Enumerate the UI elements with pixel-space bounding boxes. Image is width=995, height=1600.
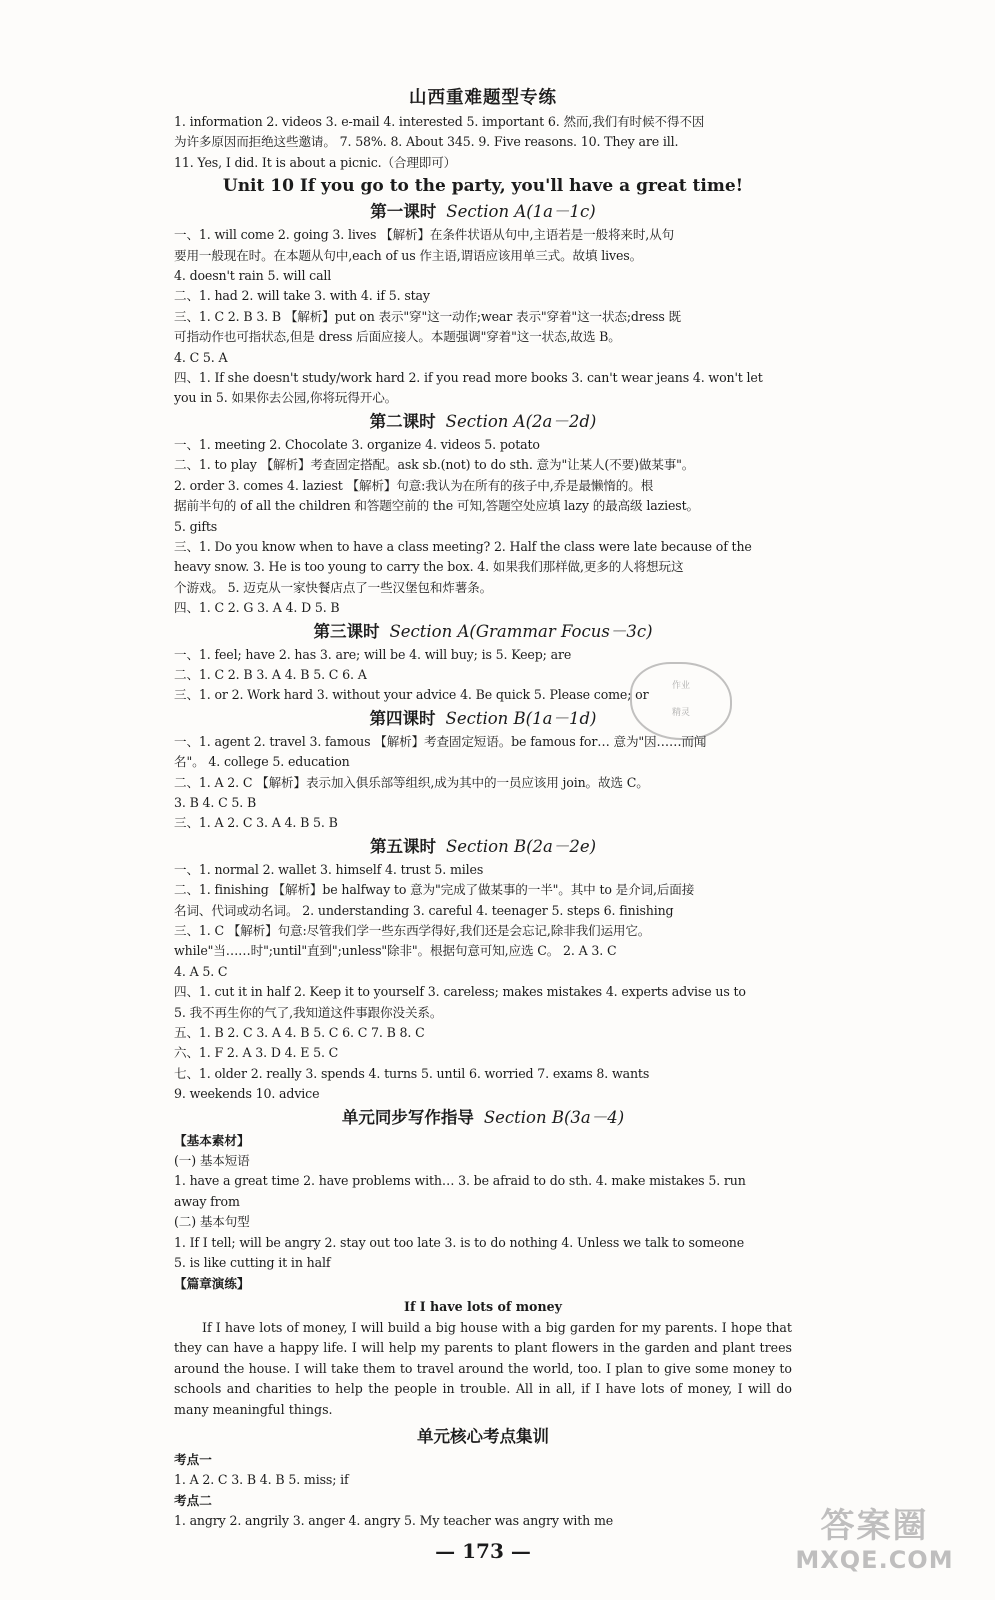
answer-line: 可指动作也可指状态,但是 dress 后面应接人。本题强调"穿着"这一状态,故选 B。 bbox=[174, 329, 621, 345]
answer-line: 一、1. agent 2. travel 3. famous 【解析】考查固定短语。be famous for… 意为"因……而闻 bbox=[174, 733, 707, 749]
watermark-logo bbox=[772, 1506, 977, 1586]
answer-line: 四、1. If she doesn't study/work hard 2. if you read more books 3. can't wear jeans 4. won't let bbox=[174, 370, 763, 386]
answer-line: 2. order 3. comes 4. laziest 【解析】句意:我认为在所有的孩子中,乔是最懒惰的。根 bbox=[174, 477, 654, 493]
answer-line: 二、1. had 2. will take 3. with 4. if 5. stay bbox=[174, 288, 430, 304]
answer-line: 三、1. C 【解析】句意:尽管我们学一些东西学得好,我们还是会忘记,除非我们运用它。 bbox=[174, 923, 651, 938]
answer-line: 1. If I tell; will be angry 2. stay out too late 3. is to do nothing 4. Unless we talk to someone bbox=[174, 1234, 745, 1250]
answer-line: 三、1. A 2. C 3. A 4. B 5. B bbox=[174, 815, 338, 831]
answer-line: you in 5. 如果你去公园,你将玩得开心。 bbox=[174, 390, 398, 406]
answer-line: while"当……时";until"直到";unless"除非"。根据句意可知,应选 C。 2. A 3. C bbox=[174, 943, 617, 959]
lesson-title: 第一课时 bbox=[370, 202, 437, 222]
answer-line: heavy snow. 3. He is too young to carry the box. 4. 如果我们那样做,更多的人将想玩这 bbox=[174, 559, 684, 575]
answer-line: 二、1. to play 【解析】考查固定搭配。ask sb.(not) to do sth. 意为"让某人(不要)做某事"。 bbox=[174, 457, 695, 473]
lesson-section: Section B(1a－1d) bbox=[445, 708, 597, 728]
answer-line: 4. doesn't rain 5. will call bbox=[174, 268, 332, 284]
lesson-section: Section A(2a－2d) bbox=[445, 411, 597, 431]
answer-line: 1. A 2. C 3. B 4. B 5. miss; if bbox=[174, 1472, 349, 1488]
answer-line: 11. Yes, I did. It is about a picnic.（合理即可） bbox=[174, 154, 457, 170]
watermark-text: 答案圈 bbox=[820, 1506, 929, 1546]
answer-line: 五、1. B 2. C 3. A 4. B 5. C 6. C 7. B 8. C bbox=[174, 1025, 425, 1041]
answer-line: 个游戏。 5. 迈克从一家快餐店点了一些汉堡包和炸薯条。 bbox=[174, 579, 493, 595]
subsection-label: 【基本素材】 bbox=[174, 1132, 250, 1148]
lesson-title: 第二课时 bbox=[369, 411, 436, 431]
answer-line: 三、1. or 2. Work hard 3. without your advice 4. Be quick 5. Please come; or bbox=[174, 687, 649, 703]
answer-line: 一、1. will come 2. going 3. lives 【解析】在条件状语从句中,主语若是一般将来时,从句 bbox=[174, 227, 675, 243]
answer-line: 名词、代词或动名词。 2. understanding 3. careful 4. teenager 5. steps 6. finishing bbox=[174, 902, 674, 918]
stamp-logo bbox=[630, 662, 732, 740]
page-number: — 173 — bbox=[435, 1538, 531, 1563]
answer-line: 5. gifts bbox=[174, 518, 218, 534]
answer-line: 据前半句的 of all the children 和答题空前的 the 可知,答题空处应填 lazy 的最高级 laziest。 bbox=[174, 498, 699, 514]
answer-line: 四、1. C 2. G 3. A 4. D 5. B bbox=[174, 600, 340, 616]
answer-line: 三、1. Do you know when to have a class meeting? 2. Half the class were late because of the bbox=[174, 538, 752, 554]
lesson-heading bbox=[174, 409, 792, 435]
answer-line: 1. information 2. videos 3. e-mail 4. interested 5. important 6. 然而,我们有时候不得不因 bbox=[174, 114, 705, 129]
answer-line: 1. angry 2. angrily 3. anger 4. angry 5. My teacher was angry with me bbox=[174, 1513, 614, 1529]
answer-line: 5. is like cutting it in half bbox=[174, 1255, 331, 1271]
lesson-title: 第五课时 bbox=[369, 836, 436, 856]
answer-line: 9. weekends 10. advice bbox=[174, 1086, 320, 1102]
answer-line: 二、1. A 2. C 【解析】表示加入俱乐部等组织,成为其中的一员应该用 join。故选 C。 bbox=[174, 774, 649, 790]
answer-line: 5. 我不再生你的气了,我知道这件事跟你没关系。 bbox=[174, 1004, 443, 1020]
lesson-title: 第四课时 bbox=[369, 708, 436, 728]
essay-body: If I have lots of money, I will build a big house with a big garden for my parents. I hope that they can have a happy life. I will help my parents to plant flowers in the garden and plant trees around the house. I will take them to travel around the world, too. I plan to give some money to schools and charities to help the people in trouble. All in all, if I have lots of money, I will do many meaningful things. bbox=[174, 1319, 792, 1417]
lesson-section: Section A(Grammar Focus－3c) bbox=[389, 621, 653, 641]
writing-heading bbox=[174, 1105, 792, 1131]
kaodian-label: 考点二 bbox=[174, 1492, 212, 1508]
answer-line: 要用一般现在时。在本题从句中,each of us 作主语,谓语应该用单三式。故填 lives。 bbox=[174, 247, 643, 263]
subsection-label: (一) 基本短语 bbox=[174, 1153, 250, 1169]
core-heading: 单元核心考点集训 bbox=[417, 1426, 549, 1446]
stamp-text: 精灵 bbox=[671, 708, 690, 718]
answer-line: 一、1. normal 2. wallet 3. himself 4. trust 5. miles bbox=[174, 861, 484, 877]
answer-line: 二、1. C 2. B 3. A 4. B 5. C 6. A bbox=[174, 666, 367, 682]
answer-line: 3. B 4. C 5. B bbox=[174, 794, 257, 810]
stamp-text: 作业 bbox=[671, 681, 690, 691]
answer-line: 名"。 4. college 5. education bbox=[174, 754, 350, 770]
subsection-label: (二) 基本句型 bbox=[174, 1214, 250, 1230]
writing-title: 单元同步写作指导 bbox=[341, 1107, 474, 1127]
kaodian-label: 考点一 bbox=[174, 1451, 212, 1467]
lesson-heading bbox=[174, 199, 792, 225]
answer-line: 二、1. finishing 【解析】be halfway to 意为"完成了做某事的一半"。其中 to 是介词,后面接 bbox=[174, 882, 695, 898]
page-content bbox=[174, 84, 792, 1564]
answer-line: 一、1. feel; have 2. has 3. are; will be 4. will buy; is 5. Keep; are bbox=[174, 646, 572, 662]
lesson-heading bbox=[174, 834, 792, 860]
answer-line: 4. A 5. C bbox=[174, 963, 228, 979]
answer-line: 三、1. C 2. B 3. B 【解析】put on 表示"穿"这一动作;wear 表示"穿着"这一状态;dress 既 bbox=[174, 308, 681, 324]
lesson-section: Section A(1a－1c) bbox=[446, 202, 596, 222]
lesson-heading bbox=[174, 619, 792, 645]
answer-line: 七、1. older 2. really 3. spends 4. turns 5. until 6. worried 7. exams 8. wants bbox=[174, 1065, 650, 1081]
answer-line: 六、1. F 2. A 3. D 4. E 5. C bbox=[174, 1045, 339, 1061]
answer-line: 四、1. cut it in half 2. Keep it to yourself 3. careless; makes mistakes 4. experts advise us to bbox=[174, 984, 746, 1000]
essay-title: If I have lots of money bbox=[404, 1298, 562, 1314]
lesson-section: Section B(2a－2e) bbox=[445, 836, 597, 856]
answer-line: 为许多原因而拒绝这些邀请。 7. 58%. 8. About 345. 9. Five reasons. 10. They are ill. bbox=[174, 134, 679, 150]
writing-section: Section B(3a－4) bbox=[483, 1107, 625, 1127]
answer-line: 一、1. meeting 2. Chocolate 3. organize 4. videos 5. potato bbox=[174, 436, 540, 452]
subsection-label: 【篇章演练】 bbox=[174, 1275, 250, 1291]
watermark-url: MXQE.COM bbox=[795, 1546, 954, 1574]
unit-title: Unit 10 If you go to the party, you'll have a great time! bbox=[222, 176, 744, 197]
answer-line: 1. have a great time 2. have problems with… 3. be afraid to do sth. 4. make mistakes 5. run bbox=[174, 1173, 746, 1189]
answer-line: 4. C 5. A bbox=[174, 349, 228, 365]
answer-line: away from bbox=[174, 1193, 240, 1209]
page-title: 山西重难题型专练 bbox=[409, 88, 557, 108]
lesson-title: 第三课时 bbox=[313, 621, 380, 641]
